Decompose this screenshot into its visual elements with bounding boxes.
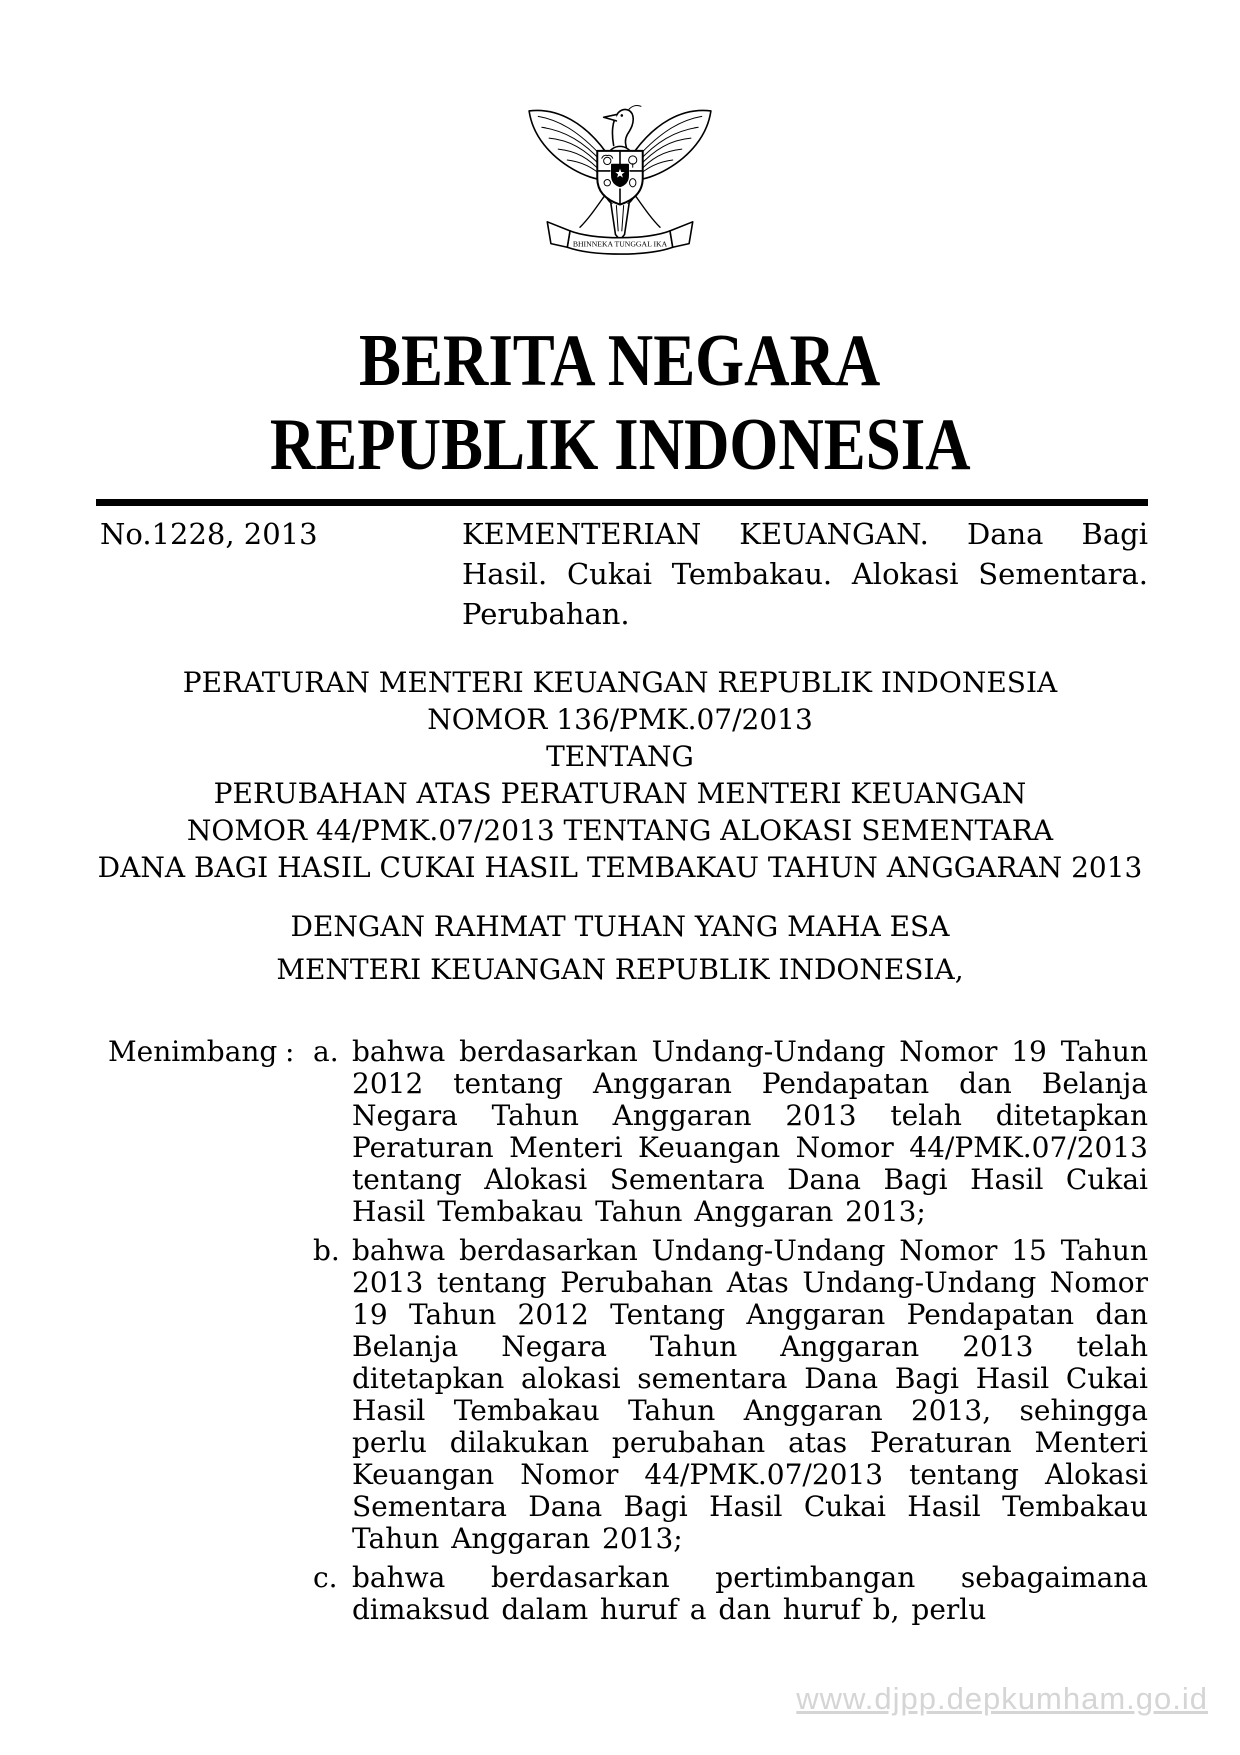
subject-abstract: KEMENTERIAN KEUANGAN. Dana Bagi Hasil. Cukai Tembakau. Alokasi Sementara. Perubahan. <box>462 517 1148 631</box>
footer-watermark: www.djpp.depkumham.go.id <box>796 1681 1208 1716</box>
item-marker: c. <box>313 1561 338 1594</box>
item-text: bahwa berdasarkan pertimbangan sebagaimana dimaksud dalam huruf a dan huruf b, perlu <box>352 1561 1148 1626</box>
consideration-item-b <box>313 1235 1148 1555</box>
regulation-title-line-4: PERUBAHAN ATAS PERATURAN MENTERI KEUANGAN <box>213 777 1027 810</box>
considerations-label: Menimbang <box>108 1035 278 1068</box>
official-line: MENTERI KEUANGAN REPUBLIK INDONESIA, <box>276 953 964 986</box>
gazette-title <box>0 319 1240 487</box>
garuda-pancasila-icon <box>520 85 720 275</box>
item-text: bahwa berdasarkan Undang-Undang Nomor 19 Tahun 2012 tentang Anggaran Pendapatan dan Belanja Negara Tahun Anggaran 2013 telah ditetapkan Peraturan Menteri Keuangan Nomor 44/PMK.07/2013 tentang Alokasi Sementara Dana Bagi Hasil Cukai Hasil Tembakau Tahun Anggaran 2013; <box>352 1035 1148 1228</box>
regulation-title-line-5: NOMOR 44/PMK.07/2013 TENTANG ALOKASI SEMENTARA <box>186 814 1054 847</box>
regulation-title-line-3: TENTANG <box>546 740 694 773</box>
gazette-number: No.1228, 2013 <box>100 517 318 551</box>
regulation-title-line-2: NOMOR 136/PMK.07/2013 <box>427 703 813 736</box>
regulation-title-line-6: DANA BAGI HASIL CUKAI HASIL TEMBAKAU TAHUN ANGGARAN 2013 <box>97 851 1143 884</box>
masthead-divider <box>96 499 1148 506</box>
consideration-item-c <box>313 1562 1148 1626</box>
emblem-motto: BHINNEKA TUNGGAL IKA <box>572 239 668 249</box>
invocation-line: DENGAN RAHMAT TUHAN YANG MAHA ESA <box>290 910 950 943</box>
emblem-container <box>0 0 1240 279</box>
masthead-row <box>100 514 1148 634</box>
item-marker: b. <box>313 1234 340 1267</box>
item-marker: a. <box>313 1035 339 1068</box>
gazette-title-line2: REPUBLIK INDONESIA <box>269 404 971 486</box>
consideration-item-a <box>313 1036 1148 1228</box>
gazette-title-line1: BERITA NEGARA <box>359 320 881 402</box>
regulation-title-line-1: PERATURAN MENTERI KEUANGAN REPUBLIK INDONESIA <box>182 666 1058 699</box>
considerations-colon: : <box>285 1035 295 1068</box>
considerations-section <box>108 1036 1148 1626</box>
regulation-title-block <box>0 664 1240 988</box>
considerations-list <box>313 1036 1148 1626</box>
item-text: bahwa berdasarkan Undang-Undang Nomor 15 Tahun 2013 tentang Perubahan Atas Undang-Undang Nomor 19 Tahun 2012 Tentang Anggaran Pendapatan dan Belanja Negara Tahun Anggaran 2013 telah ditetapkan alokasi sementara Dana Bagi Hasil Cukai Hasil Tembakau Tahun Anggaran 2013, sehingga perlu dilakukan perubahan atas Peraturan Menteri Keuangan Nomor 44/PMK.07/2013 tentang Alokasi Sementara Dana Bagi Hasil Cukai Hasil Tembakau Tahun Anggaran 2013; <box>352 1234 1148 1555</box>
